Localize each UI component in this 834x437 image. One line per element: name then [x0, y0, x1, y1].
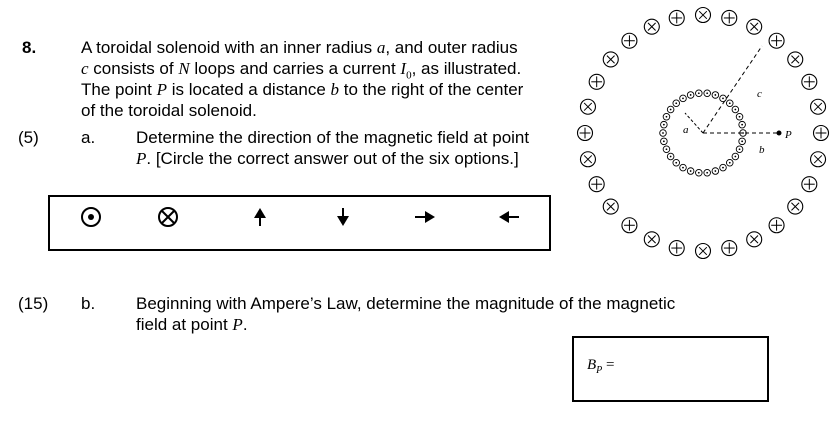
outer-winding-cross-icon	[802, 177, 817, 192]
part-b-line-2-tail: .	[242, 315, 248, 334]
outer-winding-cross-icon	[603, 199, 618, 214]
inner-winding-dot-icon	[726, 159, 733, 166]
inner-winding-dot-icon	[667, 106, 674, 113]
inner-winding-dot-icon	[736, 146, 743, 153]
options-box	[48, 195, 551, 251]
inner-winding-dot-icon	[720, 95, 727, 102]
var-c: c	[81, 59, 89, 78]
part-a-line-2-text: . [Circle the correct answer out of the six options.]	[146, 149, 519, 168]
inner-winding-dot-icon	[667, 153, 674, 160]
outer-winding-cross-icon	[811, 152, 826, 167]
inner-winding-dot-icon	[687, 92, 694, 99]
inner-winding-dot-icon	[739, 138, 746, 145]
inner-winding-dot-icon	[720, 164, 727, 171]
inner-winding-dot-icon	[661, 138, 668, 145]
problem-line-2-tail: , as illustrated.	[411, 59, 522, 78]
problem-line-2-mid2: loops and carries a current	[194, 59, 396, 78]
var-N: N	[178, 59, 190, 78]
var-I-sub: 0	[406, 69, 412, 82]
problem-line-1	[81, 38, 518, 58]
inner-winding-dot-icon	[687, 168, 694, 175]
outer-winding-cross-icon	[769, 218, 784, 233]
toroid-figure	[572, 2, 834, 264]
problem-line-3	[81, 80, 523, 100]
outer-winding-cross-icon	[802, 74, 817, 89]
problem-line-3-tail: to the right of the center	[343, 80, 524, 99]
outer-winding-cross-icon	[669, 10, 684, 25]
inner-winding-dot-icon	[663, 113, 670, 120]
label-c: c	[757, 88, 762, 100]
outer-winding-cross-icon	[788, 52, 803, 67]
problem-line-3-mid: is located a distance	[171, 80, 326, 99]
problem-number: 8.	[22, 38, 37, 57]
inner-winding-dot-icon	[673, 100, 680, 107]
outer-winding-cross-icon	[788, 199, 803, 214]
outer-winding-cross-icon	[769, 33, 784, 48]
label-P: P	[785, 129, 792, 141]
part-b-line-1: Beginning with Ampere’s Law, determine the magnitude of the magnetic	[136, 294, 676, 313]
problem-line-1-tail: , and outer radius	[385, 38, 518, 57]
part-b-line-2-text: field at point	[136, 315, 228, 334]
answer-B: B	[587, 357, 597, 373]
outer-winding-cross-icon	[644, 19, 659, 34]
radius-c-line	[703, 46, 762, 133]
part-b-line-2	[136, 315, 248, 335]
part-b-points: (15)	[18, 294, 49, 313]
outer-winding-cross-icon	[603, 52, 618, 67]
inner-winding-dot-icon	[732, 153, 739, 160]
inner-winding-dot-icon	[663, 146, 670, 153]
part-a-line-1: Determine the direction of the magnetic field at point	[136, 128, 530, 147]
inner-winding-dot-icon	[736, 113, 743, 120]
part-b-letter: b.	[81, 294, 96, 313]
outer-winding-cross-icon	[811, 99, 826, 114]
outer-winding-cross-icon	[622, 33, 637, 48]
part-a-var-P: P	[136, 149, 147, 168]
outer-winding-cross-icon	[696, 244, 711, 259]
var-a: a	[376, 38, 386, 57]
label-b: b	[759, 144, 765, 156]
inner-winding-dot-icon	[704, 169, 711, 176]
problem-line-3-text: The point	[81, 80, 152, 99]
answer-label	[587, 355, 615, 381]
option-out-of-page-icon[interactable]	[80, 206, 102, 228]
part-b-var-P: P	[232, 315, 243, 334]
part-a-points: (5)	[18, 128, 39, 147]
problem-line-1-text: A toroidal solenoid with an inner radius	[81, 38, 373, 57]
outer-winding-cross-icon	[722, 241, 737, 256]
answer-equals: =	[606, 357, 615, 373]
inner-winding-dot-icon	[726, 100, 733, 107]
outer-winding-cross-icon	[814, 126, 829, 141]
outer-winding-cross-icon	[578, 126, 593, 141]
outer-winding-cross-icon	[696, 8, 711, 23]
option-left-arrow-icon[interactable]	[497, 206, 521, 228]
inner-winding-dot-icon	[680, 164, 687, 171]
problem-line-4: of the toroidal solenoid.	[81, 101, 257, 120]
answer-B-sub: P	[596, 365, 603, 376]
inner-winding-dot-icon	[704, 90, 711, 97]
var-I: I	[400, 59, 407, 78]
inner-winding-dot-icon	[680, 95, 687, 102]
inner-winding-dot-icon	[739, 121, 746, 128]
problem-line-2-mid: consists of	[93, 59, 174, 78]
var-P: P	[156, 80, 168, 99]
option-up-arrow-icon[interactable]	[249, 206, 271, 228]
option-down-arrow-icon[interactable]	[332, 206, 354, 228]
outer-winding-cross-icon	[622, 218, 637, 233]
inner-winding-dot-icon	[732, 106, 739, 113]
outer-winding-cross-icon	[589, 177, 604, 192]
part-a-line-2	[136, 149, 519, 169]
label-a: a	[683, 124, 689, 136]
outer-winding-cross-icon	[580, 152, 595, 167]
part-a-letter: a.	[81, 128, 96, 147]
inner-winding-dot-icon	[712, 92, 719, 99]
option-right-arrow-icon[interactable]	[413, 206, 437, 228]
inner-winding-dot-icon	[661, 121, 668, 128]
outer-winding-cross-icon	[722, 10, 737, 25]
point-P-dot	[777, 131, 782, 136]
outer-winding-cross-icon	[669, 241, 684, 256]
outer-winding-cross-icon	[644, 232, 659, 247]
inner-winding-dot-icon	[712, 168, 719, 175]
inner-winding-dot-icon	[660, 130, 667, 137]
option-into-page-icon[interactable]	[157, 206, 179, 228]
inner-winding-dot-icon	[696, 90, 703, 97]
outer-winding-cross-icon	[589, 74, 604, 89]
inner-winding-dot-icon	[673, 159, 680, 166]
outer-winding-cross-icon	[580, 99, 595, 114]
outer-winding-cross-icon	[747, 232, 762, 247]
inner-winding-dot-icon	[696, 169, 703, 176]
var-b: b	[330, 80, 340, 99]
outer-winding-cross-icon	[747, 19, 762, 34]
